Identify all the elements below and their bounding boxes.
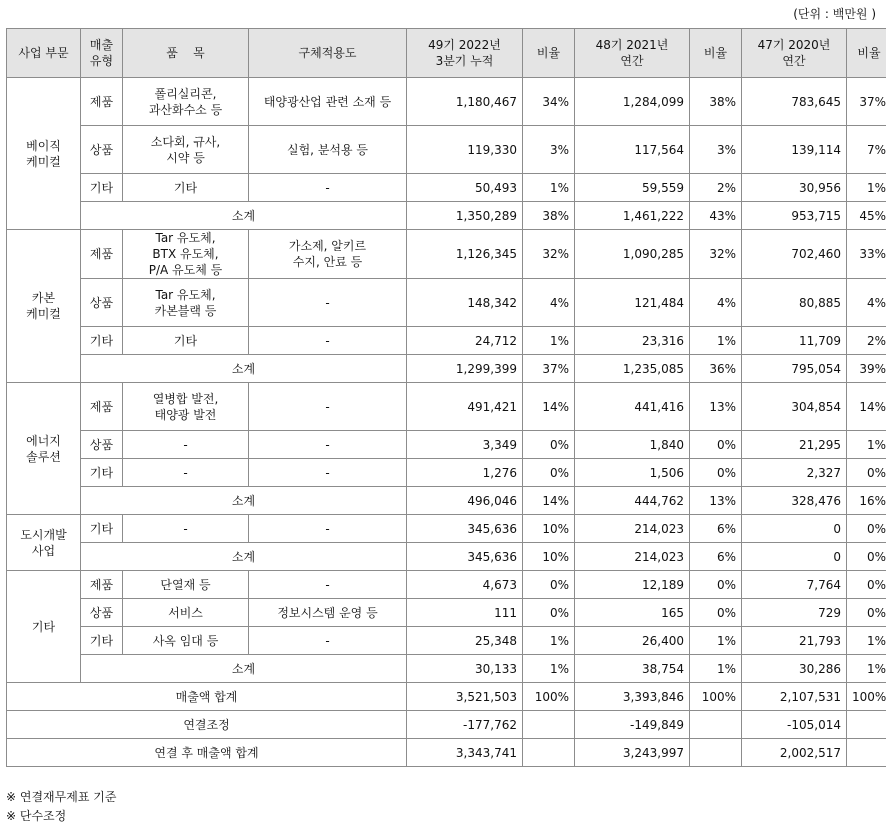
footnote: ※ 단수조정 <box>6 809 67 823</box>
value-2022-q3: -177,762 <box>407 711 523 739</box>
value-2021: 121,484 <box>575 279 690 327</box>
item-cell: 사옥 임대 등 <box>123 627 249 655</box>
value-2021: -149,849 <box>575 711 690 739</box>
ratio-2022-q3: 37% <box>523 355 575 383</box>
ratio-2021: 3% <box>690 126 742 174</box>
value-2020: 729 <box>742 599 847 627</box>
ratio-2021: 2% <box>690 174 742 202</box>
value-2021: 214,023 <box>575 543 690 571</box>
value-2020: 11,709 <box>742 327 847 355</box>
ratio-2021: 36% <box>690 355 742 383</box>
ratio-2020: 1% <box>847 174 886 202</box>
ratio-2021: 0% <box>690 459 742 487</box>
use-cell: - <box>249 515 407 543</box>
ratio-2021: 0% <box>690 599 742 627</box>
value-2022-q3: 491,421 <box>407 383 523 431</box>
segment-cell: 도시개발 사업 <box>7 515 81 571</box>
use-cell: 정보시스템 운영 등 <box>249 599 407 627</box>
header-cell: 비율 <box>523 29 575 78</box>
value-2022-q3: 1,299,399 <box>407 355 523 383</box>
header-cell: 비율 <box>690 29 742 78</box>
ratio-2020 <box>847 739 886 767</box>
use-cell: - <box>249 279 407 327</box>
ratio-2021 <box>690 711 742 739</box>
ratio-2021: 0% <box>690 431 742 459</box>
use-cell: - <box>249 174 407 202</box>
ratio-2020: 0% <box>847 515 886 543</box>
value-2021: 1,090,285 <box>575 230 690 279</box>
ratio-2022-q3: 100% <box>523 683 575 711</box>
value-2022-q3: 1,350,289 <box>407 202 523 230</box>
value-2022-q3: 3,343,741 <box>407 739 523 767</box>
ratio-2020: 0% <box>847 599 886 627</box>
item-cell: 기타 <box>123 174 249 202</box>
ratio-2021 <box>690 739 742 767</box>
value-2022-q3: 345,636 <box>407 543 523 571</box>
item-cell: 서비스 <box>123 599 249 627</box>
ratio-2020: 1% <box>847 655 886 683</box>
ratio-2020 <box>847 711 886 739</box>
header-cell: 매출 유형 <box>81 29 123 78</box>
ratio-2020: 2% <box>847 327 886 355</box>
ratio-2022-q3: 10% <box>523 515 575 543</box>
ratio-2021: 1% <box>690 655 742 683</box>
value-2020: 2,327 <box>742 459 847 487</box>
total-row <box>7 683 886 711</box>
subtotal-row <box>7 543 886 571</box>
value-2022-q3: 119,330 <box>407 126 523 174</box>
value-2020: 21,793 <box>742 627 847 655</box>
value-2020: 80,885 <box>742 279 847 327</box>
value-2021: 3,243,997 <box>575 739 690 767</box>
table-row <box>7 78 886 126</box>
item-cell: 폴리실리콘, 과산화수소 등 <box>123 78 249 126</box>
segment-cell: 에너지 솔루션 <box>7 383 81 515</box>
table-row <box>7 459 886 487</box>
ratio-2021: 13% <box>690 487 742 515</box>
value-2021: 1,235,085 <box>575 355 690 383</box>
item-cell: Tar 유도체, BTX 유도체, P/A 유도체 등 <box>123 230 249 279</box>
value-2020: 0 <box>742 515 847 543</box>
value-2021: 214,023 <box>575 515 690 543</box>
sales-type-cell: 기타 <box>81 327 123 355</box>
item-cell: Tar 유도체, 카본블랙 등 <box>123 279 249 327</box>
value-2022-q3: 1,180,467 <box>407 78 523 126</box>
segment-cell: 카본 케미컬 <box>7 230 81 383</box>
sales-table <box>6 28 886 767</box>
unit-note: (단위 : 백만원 ) <box>793 7 876 21</box>
value-2021: 441,416 <box>575 383 690 431</box>
ratio-2021: 43% <box>690 202 742 230</box>
value-2022-q3: 24,712 <box>407 327 523 355</box>
item-cell: 단열재 등 <box>123 571 249 599</box>
subtotal-label: 소계 <box>81 355 407 383</box>
value-2020: 328,476 <box>742 487 847 515</box>
value-2022-q3: 50,493 <box>407 174 523 202</box>
value-2021: 1,506 <box>575 459 690 487</box>
use-cell: - <box>249 627 407 655</box>
value-2022-q3: 1,126,345 <box>407 230 523 279</box>
value-2021: 12,189 <box>575 571 690 599</box>
ratio-2020: 45% <box>847 202 886 230</box>
ratio-2020: 1% <box>847 431 886 459</box>
value-2020: 702,460 <box>742 230 847 279</box>
value-2020: 2,107,531 <box>742 683 847 711</box>
subtotal-row <box>7 355 886 383</box>
table-row <box>7 431 886 459</box>
item-cell: 열병합 발전, 태양광 발전 <box>123 383 249 431</box>
ratio-2022-q3: 0% <box>523 571 575 599</box>
value-2022-q3: 30,133 <box>407 655 523 683</box>
value-2022-q3: 3,521,503 <box>407 683 523 711</box>
total-label: 연결 후 매출액 합계 <box>7 739 407 767</box>
table-row <box>7 174 886 202</box>
ratio-2022-q3: 32% <box>523 230 575 279</box>
sales-type-cell: 기타 <box>81 459 123 487</box>
value-2020: 795,054 <box>742 355 847 383</box>
value-2022-q3: 3,349 <box>407 431 523 459</box>
value-2020: 30,286 <box>742 655 847 683</box>
sales-type-cell: 상품 <box>81 279 123 327</box>
value-2022-q3: 25,348 <box>407 627 523 655</box>
item-cell: 기타 <box>123 327 249 355</box>
value-2022-q3: 111 <box>407 599 523 627</box>
total-label: 매출액 합계 <box>7 683 407 711</box>
table-row <box>7 515 886 543</box>
ratio-2020: 7% <box>847 126 886 174</box>
total-label: 연결조정 <box>7 711 407 739</box>
value-2020: 2,002,517 <box>742 739 847 767</box>
use-cell: - <box>249 383 407 431</box>
ratio-2022-q3: 1% <box>523 627 575 655</box>
subtotal-label: 소계 <box>81 543 407 571</box>
ratio-2020: 16% <box>847 487 886 515</box>
ratio-2021: 0% <box>690 571 742 599</box>
value-2020: 783,645 <box>742 78 847 126</box>
ratio-2022-q3: 4% <box>523 279 575 327</box>
header-cell: 품 목 <box>123 29 249 78</box>
value-2020: 7,764 <box>742 571 847 599</box>
sales-type-cell: 기타 <box>81 515 123 543</box>
table-row <box>7 327 886 355</box>
value-2021: 23,316 <box>575 327 690 355</box>
ratio-2022-q3: 38% <box>523 202 575 230</box>
ratio-2021: 1% <box>690 627 742 655</box>
ratio-2022-q3: 0% <box>523 459 575 487</box>
ratio-2021: 38% <box>690 78 742 126</box>
sales-type-cell: 제품 <box>81 230 123 279</box>
subtotal-label: 소계 <box>81 487 407 515</box>
ratio-2020: 1% <box>847 627 886 655</box>
value-2021: 1,840 <box>575 431 690 459</box>
ratio-2022-q3: 34% <box>523 78 575 126</box>
subtotal-label: 소계 <box>81 202 407 230</box>
value-2020: 139,114 <box>742 126 847 174</box>
ratio-2020: 0% <box>847 543 886 571</box>
value-2020: 304,854 <box>742 383 847 431</box>
header-cell: 47기 2020년 연간 <box>742 29 847 78</box>
sales-type-cell: 기타 <box>81 627 123 655</box>
subtotal-row <box>7 655 886 683</box>
ratio-2022-q3: 0% <box>523 599 575 627</box>
ratio-2022-q3 <box>523 739 575 767</box>
ratio-2022-q3: 1% <box>523 174 575 202</box>
value-2021: 38,754 <box>575 655 690 683</box>
value-2020: -105,014 <box>742 711 847 739</box>
use-cell: - <box>249 571 407 599</box>
value-2022-q3: 345,636 <box>407 515 523 543</box>
sales-type-cell: 제품 <box>81 78 123 126</box>
value-2022-q3: 1,276 <box>407 459 523 487</box>
subtotal-row <box>7 487 886 515</box>
header-cell: 49기 2022년 3분기 누적 <box>407 29 523 78</box>
ratio-2021: 13% <box>690 383 742 431</box>
ratio-2021: 32% <box>690 230 742 279</box>
segment-cell: 기타 <box>7 571 81 683</box>
ratio-2021: 100% <box>690 683 742 711</box>
table-row <box>7 126 886 174</box>
item-cell: - <box>123 459 249 487</box>
sales-type-cell: 상품 <box>81 599 123 627</box>
ratio-2021: 4% <box>690 279 742 327</box>
item-cell: - <box>123 515 249 543</box>
value-2022-q3: 496,046 <box>407 487 523 515</box>
value-2021: 444,762 <box>575 487 690 515</box>
value-2020: 953,715 <box>742 202 847 230</box>
value-2021: 1,284,099 <box>575 78 690 126</box>
header-cell: 구체적용도 <box>249 29 407 78</box>
value-2020: 30,956 <box>742 174 847 202</box>
ratio-2020: 37% <box>847 78 886 126</box>
value-2021: 3,393,846 <box>575 683 690 711</box>
sales-type-cell: 제품 <box>81 571 123 599</box>
use-cell: 태양광산업 관련 소재 등 <box>249 78 407 126</box>
subtotal-label: 소계 <box>81 655 407 683</box>
use-cell: - <box>249 327 407 355</box>
total-row <box>7 739 886 767</box>
ratio-2021: 1% <box>690 327 742 355</box>
table-row <box>7 599 886 627</box>
value-2020: 0 <box>742 543 847 571</box>
sales-type-cell: 상품 <box>81 126 123 174</box>
table-row <box>7 383 886 431</box>
table-row <box>7 571 886 599</box>
table-row <box>7 230 886 279</box>
value-2021: 117,564 <box>575 126 690 174</box>
header-cell: 사업 부문 <box>7 29 81 78</box>
use-cell: 가소제, 알키르 수지, 안료 등 <box>249 230 407 279</box>
sales-type-cell: 상품 <box>81 431 123 459</box>
ratio-2022-q3: 14% <box>523 383 575 431</box>
use-cell: - <box>249 459 407 487</box>
ratio-2022-q3: 14% <box>523 487 575 515</box>
footnote: ※ 연결재무제표 기준 <box>6 790 117 804</box>
value-2022-q3: 4,673 <box>407 571 523 599</box>
table-row <box>7 627 886 655</box>
use-cell: - <box>249 431 407 459</box>
value-2021: 59,559 <box>575 174 690 202</box>
sales-type-cell: 기타 <box>81 174 123 202</box>
ratio-2022-q3: 1% <box>523 327 575 355</box>
total-row <box>7 711 886 739</box>
segment-cell: 베이직 케미컬 <box>7 78 81 230</box>
use-cell: 실험, 분석용 등 <box>249 126 407 174</box>
sales-type-cell: 제품 <box>81 383 123 431</box>
table-row <box>7 279 886 327</box>
ratio-2022-q3 <box>523 711 575 739</box>
ratio-2022-q3: 0% <box>523 431 575 459</box>
header-cell: 48기 2021년 연간 <box>575 29 690 78</box>
ratio-2022-q3: 3% <box>523 126 575 174</box>
ratio-2020: 14% <box>847 383 886 431</box>
value-2020: 21,295 <box>742 431 847 459</box>
ratio-2021: 6% <box>690 515 742 543</box>
subtotal-row <box>7 202 886 230</box>
ratio-2020: 0% <box>847 571 886 599</box>
ratio-2020: 0% <box>847 459 886 487</box>
header-row <box>7 29 886 78</box>
ratio-2022-q3: 1% <box>523 655 575 683</box>
value-2022-q3: 148,342 <box>407 279 523 327</box>
header-cell: 비율 <box>847 29 886 78</box>
value-2021: 26,400 <box>575 627 690 655</box>
ratio-2020: 33% <box>847 230 886 279</box>
item-cell: - <box>123 431 249 459</box>
ratio-2020: 39% <box>847 355 886 383</box>
ratio-2020: 100% <box>847 683 886 711</box>
ratio-2021: 6% <box>690 543 742 571</box>
value-2021: 1,461,222 <box>575 202 690 230</box>
ratio-2020: 4% <box>847 279 886 327</box>
item-cell: 소다회, 규사, 시약 등 <box>123 126 249 174</box>
ratio-2022-q3: 10% <box>523 543 575 571</box>
value-2021: 165 <box>575 599 690 627</box>
